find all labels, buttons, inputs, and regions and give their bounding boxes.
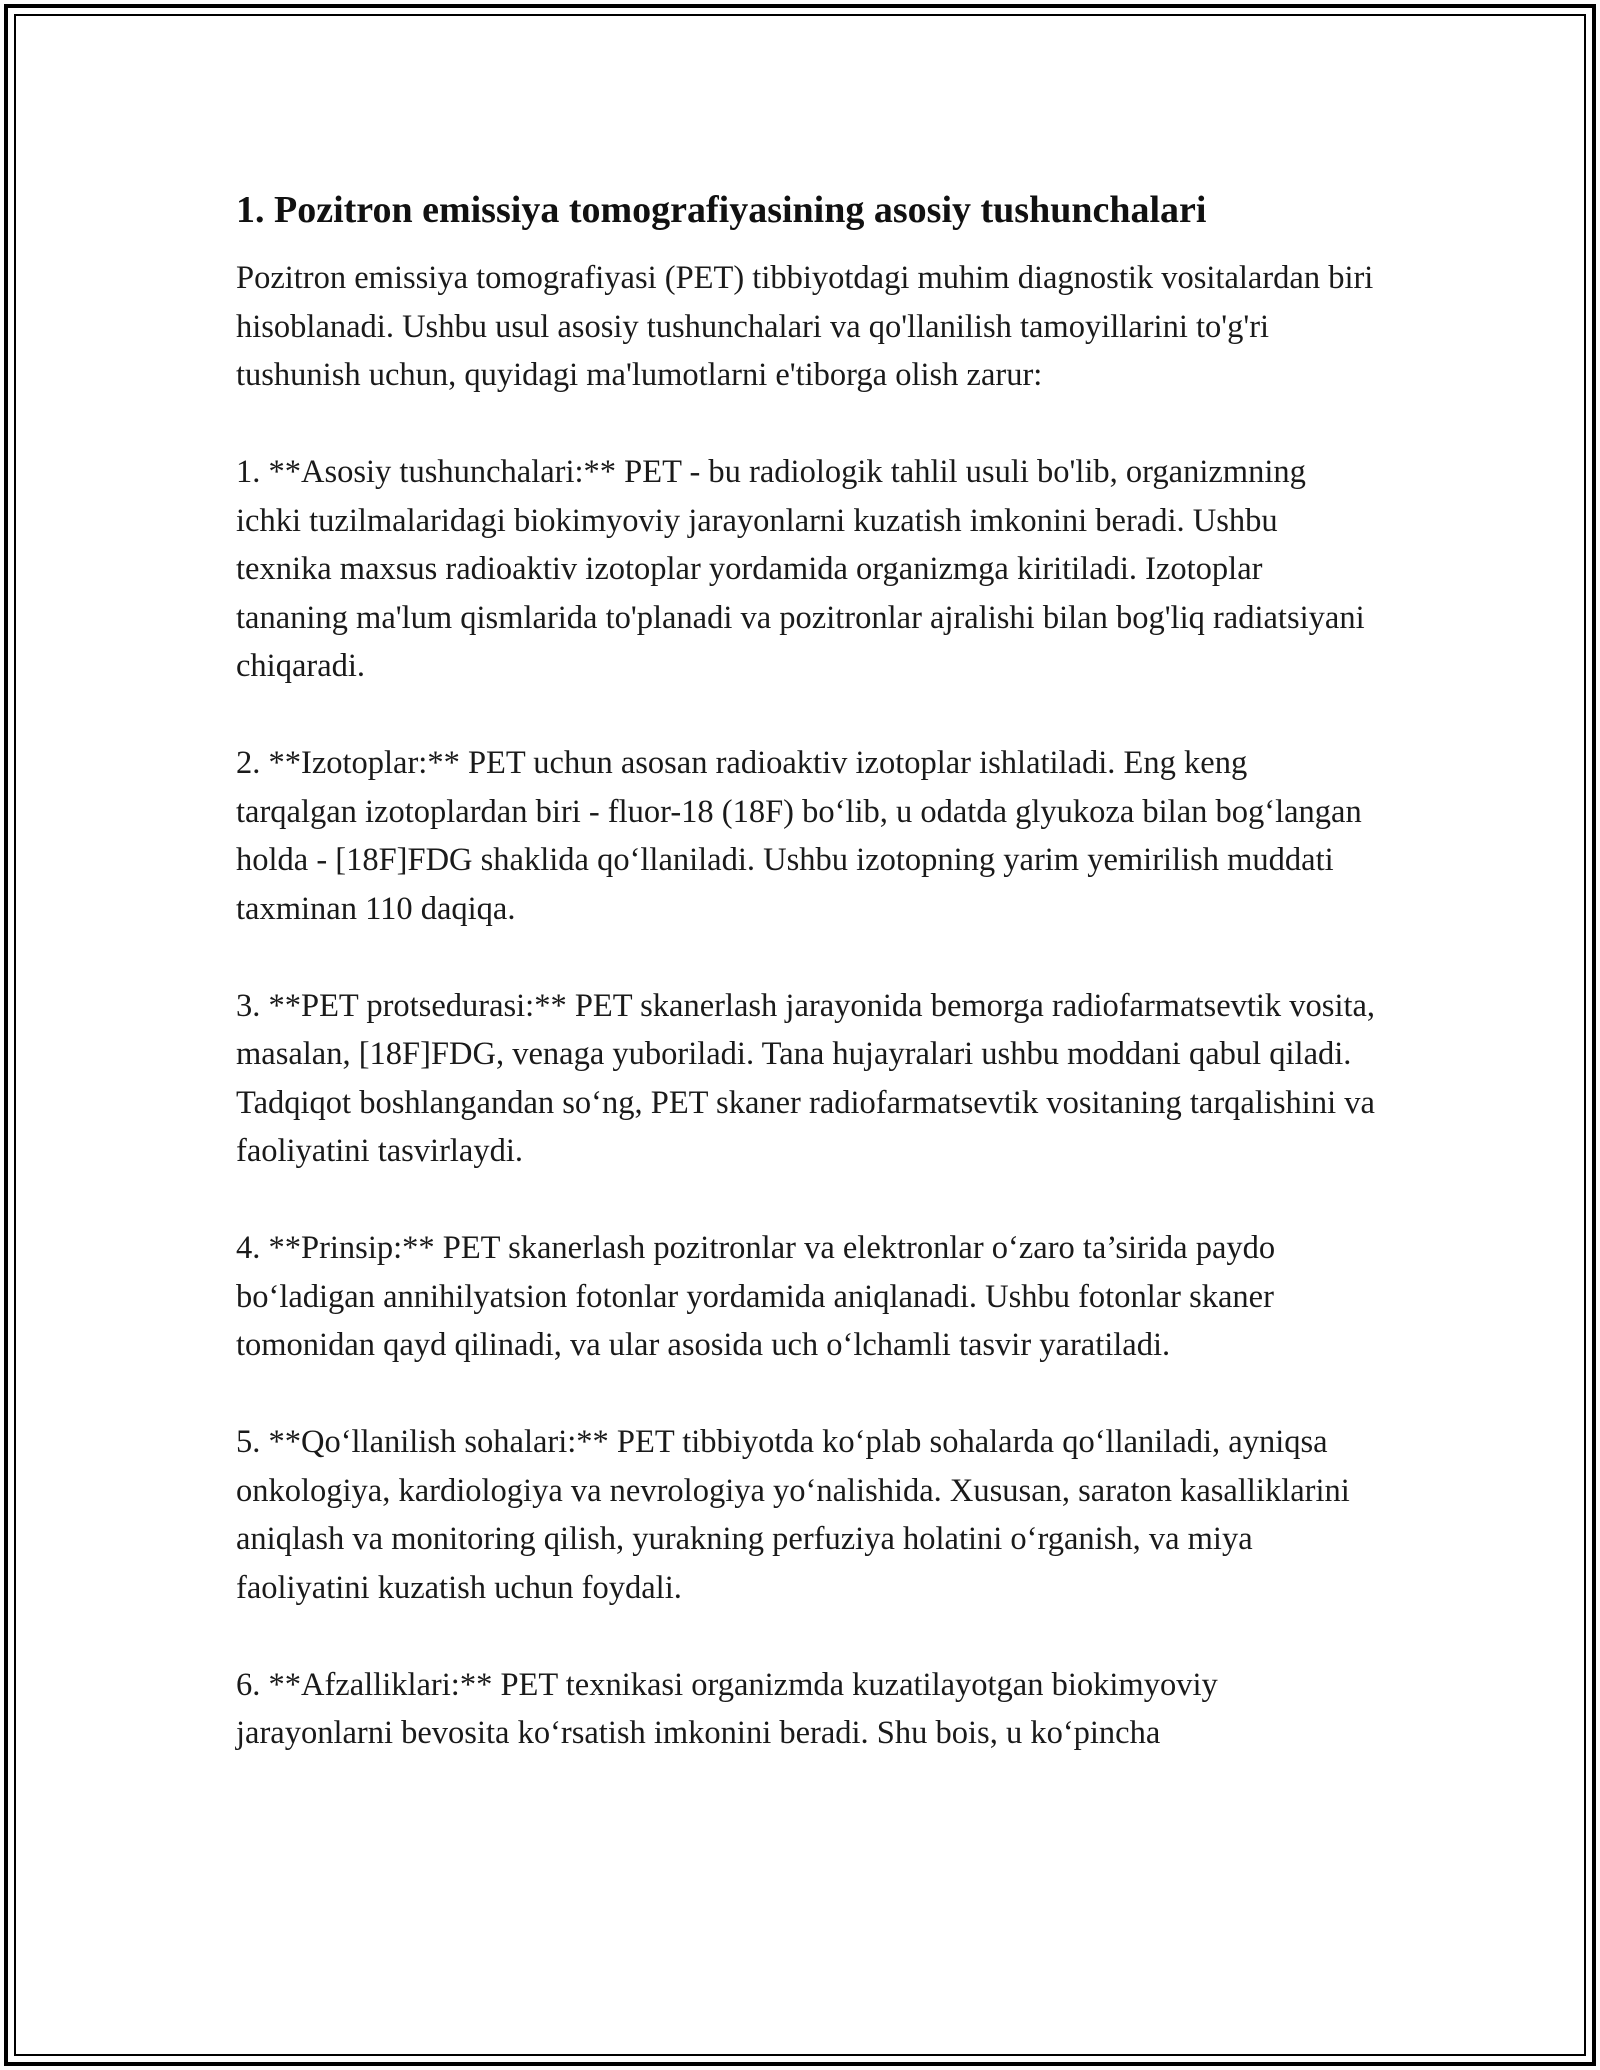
document-body: [236, 186, 1376, 1806]
paragraph-procedure: 3. **PET protsedurasi:** PET skanerlash jarayonida bemorga radiofarmatsevtik vosita, masalan, [18F]FDG, venaga yuboriladi. Tana hujayralari ushbu moddani qabul qiladi. Tadqiqot boshlangandan so‘ng, PET skaner radiofarmatsevtik vositaning tarqalishini va faoliyatini tasvirlaydi.: [236, 987, 1376, 1169]
document-title: 1. Pozitron emissiya tomografiyasining asosiy tushunchalari: [236, 189, 1207, 231]
paragraph-isotopes: 2. **Izotoplar:** PET uchun asosan radioaktiv izotoplar ishlatiladi. Eng keng tarqalgan izotoplardan biri - fluor-18 (18F) bo‘lib, u odatda glyukoza bilan bog‘langan holda - [18F]FDG shaklida qo‘llaniladi. Ushbu izotopning yarim yemirilish muddati taxminan 110 daqiqa.: [236, 745, 1362, 927]
paragraph-advantages: 6. **Afzalliklari:** PET texnikasi organizmda kuzatilayotgan biokimyoviy jarayonlarni bevosita ko‘rsatish imkonini beradi. Shu bois, u ko‘pincha: [236, 1666, 1218, 1751]
paragraph-intro: Pozitron emissiya tomografiyasi (PET) tibbiyotdagi muhim diagnostik vositalardan biri hisoblanadi. Ushbu usul asosiy tushunchalari va qo'llanilish tamoyillarini to'g'ri tushunish uchun, quyidagi ma'lumotlarni e'tiborga olish zarur:: [236, 260, 1374, 393]
paragraph-applications: 5. **Qo‘llanilish sohalari:** PET tibbiyotda ko‘plab sohalarda qo‘llaniladi, ayniqsa onkologiya, kardiologiya va nevrologiya yo‘nalishida. Xususan, saraton kasalliklarini aniqlash va monitoring qilish, yurakning perfuziya holatini o‘rganish, va miya faoliyatini kuzatish uchun foydali.: [236, 1424, 1350, 1606]
paragraph-basic-concepts: 1. **Asosiy tushunchalari:** PET - bu radiologik tahlil usuli bo'lib, organizmning ichki tuzilmalaridagi biokimyoviy jarayonlarni kuzatish imkonini beradi. Ushbu texnika maxsus radioaktiv izotoplar yordamida organizmga kiritiladi. Izotoplar tananing ma'lum qismlarida to'planadi va pozitronlar ajralishi bilan bog'liq radiatsiyani chiqaradi.: [236, 454, 1365, 684]
paragraph-principle: 4. **Prinsip:** PET skanerlash pozitronlar va elektronlar o‘zaro ta’sirida paydo bo‘ladigan annihilyatsion fotonlar yordamida aniqlanadi. Ushbu fotonlar skaner tomonidan qayd qilinadi, va ular asosida uch o‘lchamli tasvir yaratiladi.: [236, 1230, 1276, 1363]
